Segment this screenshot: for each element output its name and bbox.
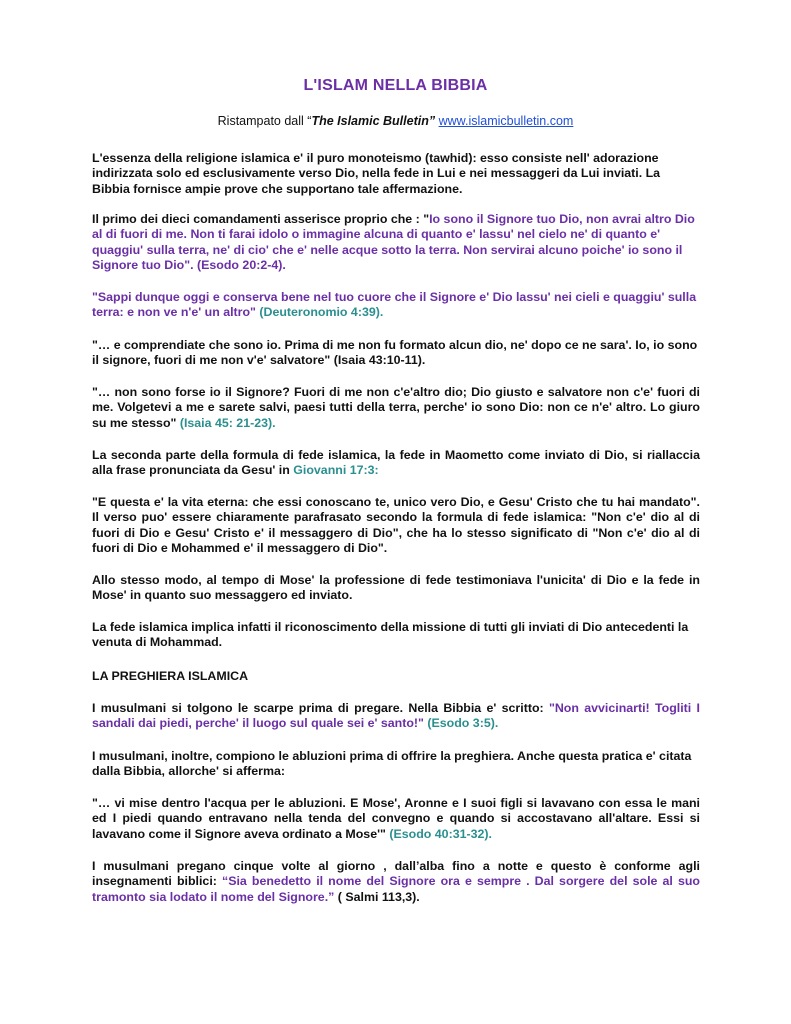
bible-reference: Giovanni 17:3: <box>293 463 379 478</box>
paragraph-text: I musulmani pregano cinque volte al giorno , dall’alba fino a notte e questo è conforme agli insegnamenti biblici: <box>92 859 700 889</box>
paragraph-text: La seconda parte della formula di fede islamica, la fede in Maometto come inviato di Dio, si riallaccia alla frase pronunciata da Gesu' in <box>92 448 700 478</box>
paragraph-text: "… non sono forse io il Signore? Fuori di me non c'e'altro dio; Dio giusto e salvatore non c'e' fuori di me. Volgetevi a me e sarete salvi, paesi tutti della terra, perche' io sono Dio: non ce n'e' altro. Lo giuro su me stesso" <box>92 385 700 430</box>
paragraph-deuteronomy <box>92 290 700 321</box>
bible-reference: (Esodo 3:5). <box>423 716 499 731</box>
paragraph-intro: L'essenza della religione islamica e' il puro monoteismo (tawhid): esso consiste nell' adorazione indirizzata solo ed esclusivamente verso Dio, nella fede in Lui e nei messaggeri da Lui inviati. La Bibbia fornisce ampie prove che supportano tale affermazione. <box>92 151 661 196</box>
paragraph-text: I musulmani si tolgono le scarpe prima di pregare. Nella Bibbia e' scritto: <box>92 701 549 715</box>
paragraph-text: Il primo dei dieci comandamenti asserisce proprio che : " <box>92 212 430 226</box>
paragraph-exodus-40 <box>92 796 700 842</box>
paragraph-text: "… vi mise dentro l'acqua per le abluzioni. E Mose', Aronne e I suoi figli si lavavano con essa le mani ed I piedi quando entravano nella tenda del convegno e quando si accostavano all'altare. Essi si lavavano come il Signore aveva ordinato a Mose'" <box>92 796 700 841</box>
paragraph-ablutions: I musulmani, inoltre, compiono le abluzioni prima di offrire la preghiera. Anche questa pratica e' citata dalla Bibbia, allorche' si afferma: <box>92 749 692 779</box>
paragraph-isaiah-43: "… e comprendiate che sono io. Prima di me non fu formato alcun dio, ne' dopo ce ne sara'. Io, io sono il signore, fuori di me non v'e' salvatore" (Isaia 43:10-11). <box>92 338 698 368</box>
paragraph-five-prayers <box>92 859 700 905</box>
source-line <box>0 114 791 128</box>
bible-reference: (Isaia 45: 21-23). <box>176 415 276 430</box>
bible-quote: Io sono il Signore tuo Dio, non avrai altro Dio al di fuori di me. Non ti farai idolo o immagine alcuna di quanto e' lassu' nel cielo ne' di quanto e' quaggiu' sulla terra, ne' di cio' che e' nelle acque sotto la terra. Non servirai alcuno poiche' io sono il Signore tuo Dio". (Esodo 20:2-4). <box>92 212 695 273</box>
bible-reference: (Deuteronomio 4:39). <box>255 305 384 320</box>
bible-reference: ( Salmi 113,3). <box>334 889 420 904</box>
section-heading: LA PREGHIERA ISLAMICA <box>92 669 249 683</box>
paragraph-second-part <box>92 448 700 479</box>
paragraph-moses: Allo stesso modo, al tempo di Mose' la professione di fede testimoniava l'unicita' di Dio e la fede in Mose' in quanto suo messaggero ed inviato. <box>92 573 700 603</box>
bible-reference: (Esodo 40:31-32). <box>385 826 492 841</box>
page-title: L'ISLAM NELLA BIBBIA <box>303 77 488 94</box>
paragraph-john: "E questa e' la vita eterna: che essi conoscano te, unico vero Dio, e Gesu' Cristo che tu hai mandato". Il verso puo' essere chiaramente parafrasato secondo la formula di fede islamica: "Non c'e' dio al di fuori di Dio e Gesu' Cristo e' il messaggero di Dio", che ha lo stesso significato di "Non c'e' dio al di fuori di Dio e Mohammed e' il messaggero di Dio". <box>92 495 700 556</box>
source-link[interactable]: www.islamicbulletin.com <box>438 114 574 128</box>
source-prefix: Ristampato dall “ <box>217 114 312 128</box>
paragraph-first-commandment <box>92 212 700 274</box>
source-name: The Islamic Bulletin” <box>311 114 436 128</box>
paragraph-messengers: La fede islamica implica infatti il riconoscimento della missione di tutti gli inviati di Dio antecedenti la venuta di Mohammad. <box>92 620 689 650</box>
paragraph-shoes <box>92 701 700 732</box>
bible-quote: “Sia benedetto il nome del Signore ora e sempre . Dal sorgere del sole al suo tramonto sia lodato il nome del Signore.” <box>92 874 700 904</box>
bible-quote: "Non avvicinarti! Togliti I sandali dai piedi, perche' il luogo sul quale sei e' santo!" <box>92 701 700 731</box>
bible-quote: "Sappi dunque oggi e conserva bene nel tuo cuore che il Signore e' Dio lassu' nei cieli e quaggiu' sulla terra: e non ve n'e' un altro" <box>92 290 697 320</box>
paragraph-isaiah-45 <box>92 385 700 431</box>
